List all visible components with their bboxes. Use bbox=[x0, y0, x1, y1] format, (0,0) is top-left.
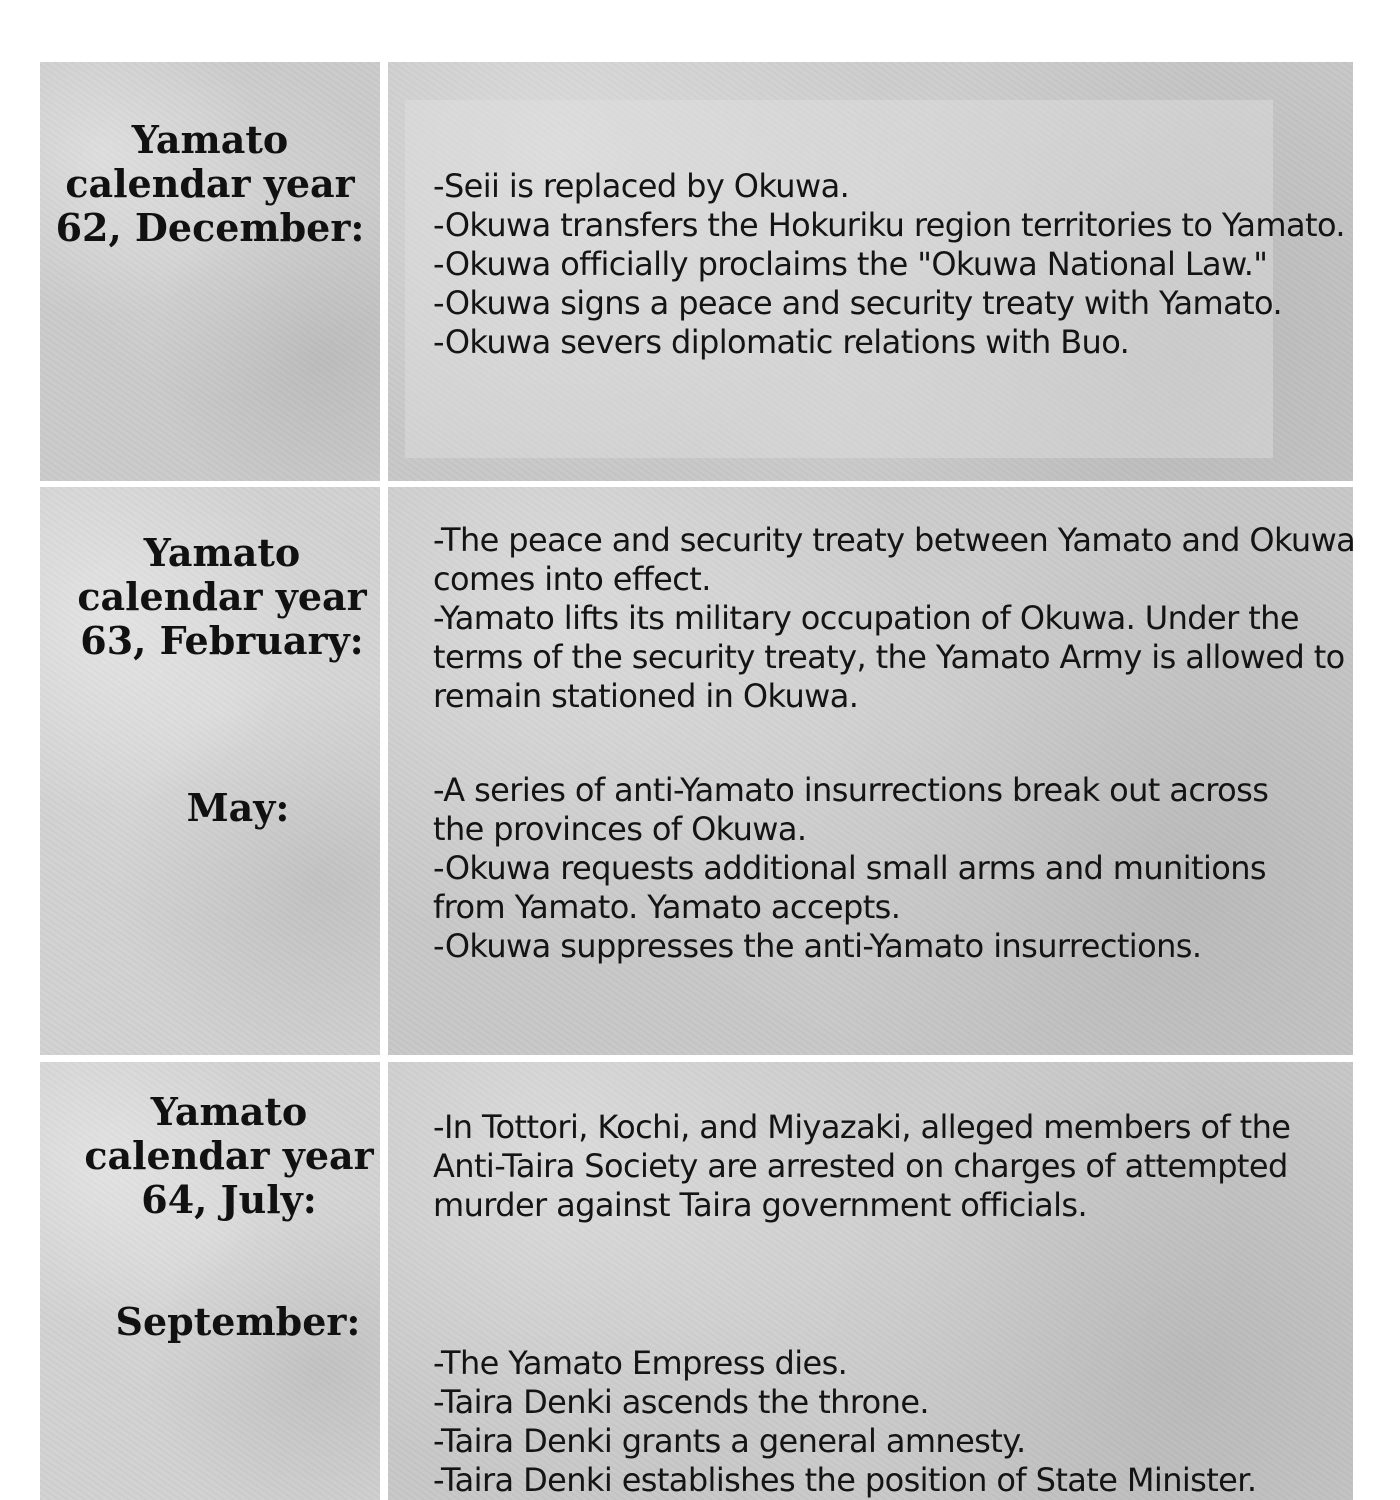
date-line: calendar year bbox=[65, 161, 355, 206]
entry-line: -Taira Denki establishes the position of State Minister. bbox=[433, 1461, 1257, 1499]
date-line: 62, December: bbox=[55, 205, 365, 250]
entry-block bbox=[433, 521, 1356, 716]
row-2-date-cell bbox=[40, 487, 380, 1055]
row-1-date-cell bbox=[40, 62, 380, 481]
date-line: September: bbox=[115, 1299, 361, 1344]
row-1-entries-cell bbox=[388, 62, 1353, 481]
date-line: May: bbox=[186, 785, 290, 830]
date-line: calendar year bbox=[84, 1133, 374, 1178]
entry-line: murder against Taira government officials. bbox=[433, 1186, 1088, 1224]
date-line: 63, February: bbox=[80, 618, 364, 663]
date-line: Yamato bbox=[143, 530, 301, 575]
entry-line: -Seii is replaced by Okuwa. bbox=[433, 167, 850, 205]
entry-line: -Okuwa requests additional small arms and munitions bbox=[433, 849, 1266, 887]
date-line: Yamato bbox=[131, 117, 289, 162]
entry-block bbox=[433, 771, 1333, 966]
entry-block bbox=[433, 1108, 1333, 1225]
entry-line: -Okuwa transfers the Hokuriku region territories to Yamato. bbox=[433, 206, 1345, 244]
entry-line: -The Yamato Empress dies. bbox=[433, 1344, 848, 1382]
entry-line: -Taira Denki grants a general amnesty. bbox=[433, 1422, 1026, 1460]
date-label bbox=[52, 531, 392, 663]
entry-line: remain stationed in Okuwa. bbox=[433, 677, 859, 715]
entry-line: -A series of anti-Yamato insurrections break out across bbox=[433, 771, 1269, 809]
row-3-entries-cell bbox=[388, 1062, 1353, 1500]
date-label bbox=[59, 1090, 399, 1222]
entry-line: -Okuwa officially proclaims the "Okuwa National Law." bbox=[433, 245, 1268, 283]
date-label bbox=[40, 118, 380, 250]
entry-line: comes into effect. bbox=[433, 560, 711, 598]
entry-block bbox=[433, 167, 1345, 362]
entry-line: -Taira Denki ascends the throne. bbox=[433, 1383, 929, 1421]
row-3-date-cell bbox=[40, 1062, 380, 1500]
entry-line: -Okuwa severs diplomatic relations with Buo. bbox=[433, 323, 1130, 361]
date-label bbox=[68, 786, 408, 830]
entry-line: -In Tottori, Kochi, and Miyazaki, alleged members of the bbox=[433, 1108, 1291, 1146]
date-line: 64, July: bbox=[141, 1177, 317, 1222]
date-line: Yamato bbox=[150, 1089, 308, 1134]
entry-line: -Okuwa suppresses the anti-Yamato insurrections. bbox=[433, 927, 1202, 965]
date-label bbox=[68, 1300, 408, 1344]
row-2-entries-cell bbox=[388, 487, 1356, 1055]
entry-line: terms of the security treaty, the Yamato Army is allowed to bbox=[433, 638, 1345, 676]
entry-block bbox=[433, 1344, 1333, 1500]
date-line: calendar year bbox=[77, 574, 367, 619]
entry-line: -The peace and security treaty between Yamato and Okuwa bbox=[433, 521, 1356, 559]
entry-line: Anti-Taira Society are arrested on charges of attempted bbox=[433, 1147, 1288, 1185]
entry-line: the provinces of Okuwa. bbox=[433, 810, 807, 848]
entry-line: from Yamato. Yamato accepts. bbox=[433, 888, 901, 926]
entry-line: -Okuwa signs a peace and security treaty with Yamato. bbox=[433, 284, 1283, 322]
entry-line: -Yamato lifts its military occupation of Okuwa. Under the bbox=[433, 599, 1299, 637]
